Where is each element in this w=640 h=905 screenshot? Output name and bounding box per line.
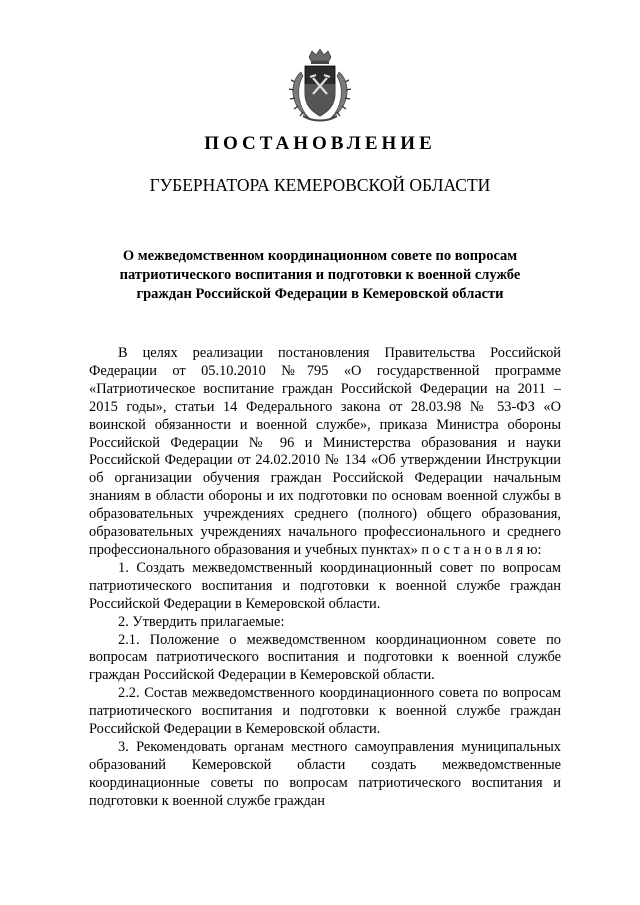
subject-line: граждан Российской Федерации в Кемеровской области [136,286,504,302]
subject-line: О межведомственном координационном совете по вопросам [122,248,518,264]
item-2-1-paragraph: 2.1. Положение о межведомственном координационном совете по вопросам патриотического воспитания и подготовки к военной службе граждан Российской Федерации в Кемеровской области. [89,631,561,684]
item-1-paragraph: 1. Создать межведомственный координационный совет по вопросам патриотического воспитания и подготовки к военной службе граждан Российской Федерации в Кемеровской области. [89,559,561,612]
item-2-paragraph: 2. Утвердить прилагаемые: [118,613,285,630]
kemerovo-coat-of-arms-icon [285,48,355,124]
document-subject [95,247,545,304]
document-body [89,345,561,811]
subject-line: патриотического воспитания и подготовки к военной службе [119,267,521,283]
item-3-paragraph: 3. Рекомендовать органам местного самоуправления муниципальных образований Кемеровской области создать межведомственные координационные советы по вопросам патриотического воспитания и подготовки к военной службе граждан [89,738,561,809]
preamble-paragraph: В целях реализации постановления Правительства Российской Федерации от 05.10.2010 №795 «О государственной программе «Патриотическое воспитание граждан Российской Федерации на 2011 – 2015 годы», статьи 14 Федерального закона от 28.03.98 № 53-ФЗ «О воинской обязанности и военной службе», приказа Министра обороны Российской Федерации № 96 и Министерства образования и науки Российской Федерации от 24.02.2010 № 134 «Об утверждении Инструкции об организации обучения граждан Российской Федерации начальным знаниям в области обороны и их подготовки по основам военной службы в образовательных учреждениях среднего (полного) общего образования, образовательных учреждениях начального профессионального и среднего профессионального образования и учебных пунктах» п о с т а н о в л я ю: [89,345,561,558]
document-title: ПОСТАНОВЛЕНИЕ [204,133,436,154]
document-issuer: ГУБЕРНАТОРА КЕМЕРОВСКОЙ ОБЛАСТИ [149,175,491,195]
item-2-2-paragraph: 2.2. Состав межведомственного координационного совета по вопросам патриотического воспитания и подготовки к военной службе граждан Российской Федерации в Кемеровской области. [89,685,561,738]
